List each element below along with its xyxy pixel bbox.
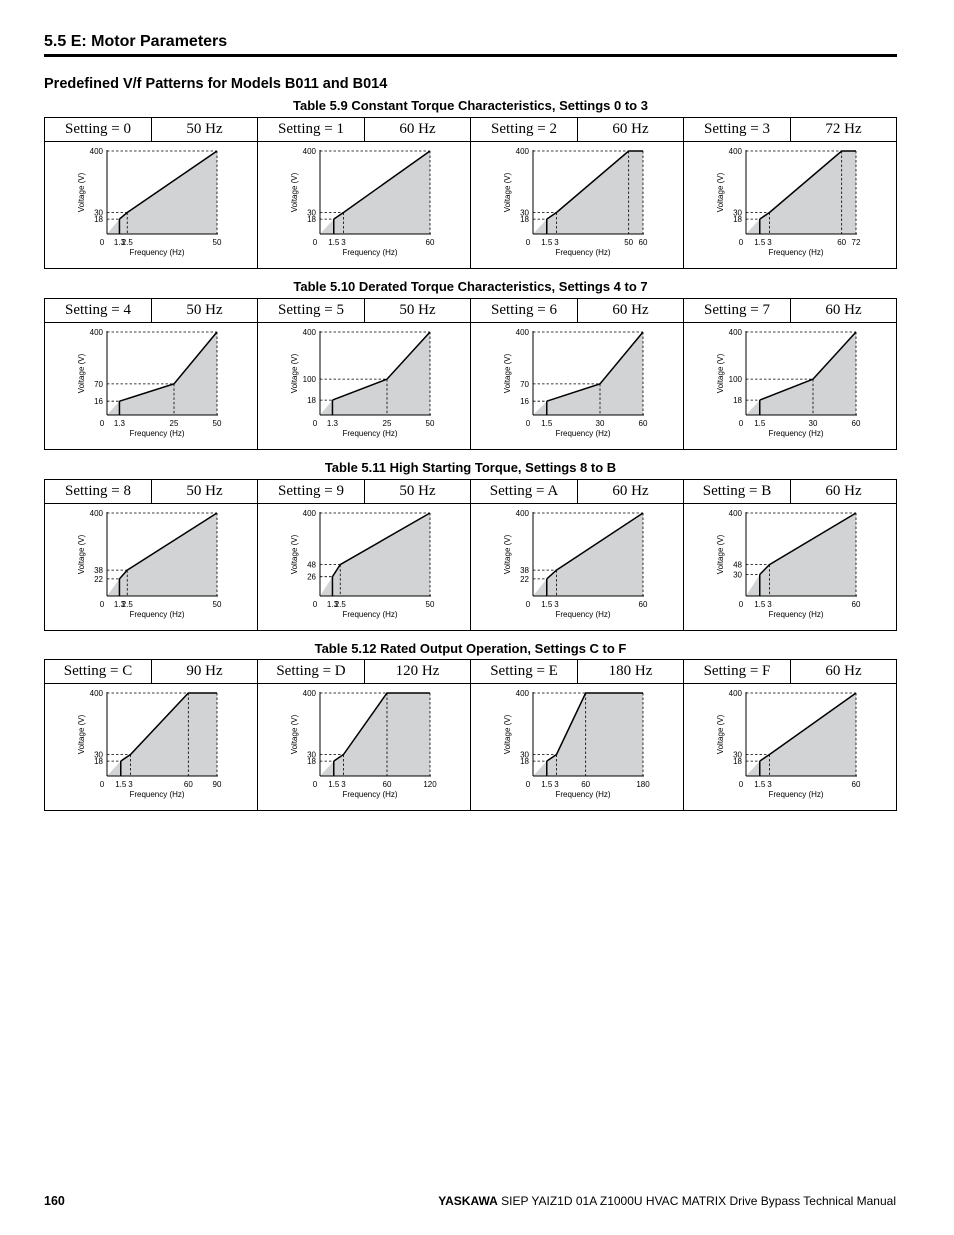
x-axis-label: Frequency (Hz) [555,429,611,438]
y-tick-label: 400 [89,328,103,337]
table-caption-5-10: Table 5.10 Derated Torque Characteristics, Settings 4 to 7 [293,279,648,294]
y-axis-label: Voltage (V) [290,353,299,394]
setting-label: Setting = F [684,660,791,683]
graph-cell [470,142,683,268]
x-tick-label: 1.5 [754,780,766,789]
x-tick-label: 1.3 [326,600,339,609]
table-header-row [45,660,896,684]
vf-graph-setting-d [258,684,470,810]
graph-cell [470,684,683,810]
y-tick-label: 48 [733,560,742,570]
vf-area [533,151,643,234]
x-tick-label: 3 [554,238,559,247]
y-tick-label: 30 [94,208,103,218]
header-cell [257,660,470,683]
x-tick-label: 60 [851,780,861,789]
y-axis-label: Voltage (V) [77,534,86,575]
x-tick-label: 0 [525,238,531,247]
y-tick-label: 18 [94,215,103,225]
x-tick-label: 60 [425,238,435,247]
frequency-label: 60 Hz [825,483,862,499]
y-tick-label: 18 [94,757,103,767]
frequency-label: 50 Hz [399,302,436,318]
setting-label: Setting = C [45,660,152,683]
frequency-label: 120 Hz [395,663,440,679]
x-tick-label: 0 [99,600,105,609]
x-tick-label: 2.5 [334,600,346,609]
x-tick-label: 2.5 [121,600,133,609]
vf-graph-setting-4 [45,323,257,449]
vf-graph-setting-7 [684,323,896,449]
header-cell [257,118,470,141]
vf-area [320,513,430,596]
header-cell [257,299,470,322]
setting-label: Setting = 8 [45,480,152,503]
header-cell [470,299,683,322]
x-tick-label: 30 [808,419,818,428]
frequency-label: 50 Hz [186,483,223,499]
frequency-label: 72 Hz [825,121,862,137]
x-axis-label: Frequency (Hz) [342,790,398,799]
x-axis-label: Frequency (Hz) [342,429,398,438]
table-5-10 [44,298,897,450]
graph-row [45,684,896,810]
graph-cell [683,684,896,810]
vf-area [533,332,643,415]
x-axis-label: Frequency (Hz) [768,248,824,257]
x-tick-label: 3 [767,238,772,247]
y-axis-label: Voltage (V) [503,172,512,213]
frequency-label: 50 Hz [186,121,223,137]
y-tick-label: 22 [520,574,529,584]
vf-graph-setting-c [45,684,257,810]
x-tick-label: 60 [382,780,392,789]
y-tick-label: 400 [728,147,742,156]
vf-area [533,693,643,776]
header-cell [683,118,896,141]
x-tick-label: 3 [128,780,133,789]
x-axis-label: Frequency (Hz) [555,248,611,257]
y-tick-label: 30 [307,208,316,218]
vf-graph-setting-a [471,504,683,630]
vf-graph-setting-2 [471,142,683,268]
y-tick-label: 18 [733,396,742,406]
x-tick-label: 2.5 [121,238,133,247]
vf-graph-setting-6 [471,323,683,449]
y-tick-label: 400 [728,689,742,698]
y-tick-label: 18 [307,396,316,406]
y-tick-label: 30 [733,570,742,580]
y-tick-label: 30 [733,208,742,218]
setting-label: Setting = 1 [258,118,365,141]
x-tick-label: 1.5 [754,419,766,428]
x-tick-label: 0 [312,238,318,247]
page-number: 160 [44,1194,65,1208]
frequency-label: 60 Hz [825,302,862,318]
graph-cell [683,323,896,449]
x-tick-label: 0 [99,238,105,247]
table-caption-5-12: Table 5.12 Rated Output Operation, Settings C to F [314,641,627,656]
y-axis-label: Voltage (V) [290,534,299,575]
frequency-label: 50 Hz [186,302,223,318]
table-caption-5-9: Table 5.9 Constant Torque Characteristics, Settings 0 to 3 [293,98,648,113]
vf-area [746,151,856,234]
x-tick-label: 0 [525,780,531,789]
frequency-label: 60 Hz [825,663,862,679]
header-cell [470,480,683,503]
frequency-label: 60 Hz [612,302,649,318]
graph-cell [470,504,683,630]
graph-cell [257,323,470,449]
x-axis-label: Frequency (Hz) [555,610,611,619]
x-tick-label: 60 [581,780,591,789]
brand-name: YASKAWA [438,1194,498,1208]
graph-cell [45,504,257,630]
x-tick-label: 3 [341,238,346,247]
x-tick-label: 1.3 [113,419,126,428]
x-tick-label: 0 [99,419,105,428]
table-5-11 [44,479,897,631]
y-tick-label: 400 [515,147,529,156]
y-tick-label: 400 [89,147,103,156]
header-cell [683,660,896,683]
x-tick-label: 50 [212,419,222,428]
footer-doc-title [438,1194,896,1208]
setting-label: Setting = 5 [258,299,365,322]
y-tick-label: 38 [520,566,529,576]
vf-graph-setting-f [684,684,896,810]
section-rule [44,54,897,57]
graph-cell [257,142,470,268]
y-axis-label: Voltage (V) [716,714,725,755]
table-5-9 [44,117,897,269]
vf-graph-setting-e [471,684,683,810]
x-axis-label: Frequency (Hz) [555,790,611,799]
x-tick-label: 0 [525,600,531,609]
y-axis-label: Voltage (V) [716,172,725,213]
vf-area [320,332,430,415]
y-tick-label: 18 [307,757,316,767]
x-tick-label: 60 [837,238,847,247]
subtitle: Predefined V/f Patterns for Models B011 and B014 [44,76,388,92]
y-tick-label: 16 [520,397,529,407]
x-tick-label: 0 [312,419,318,428]
setting-label: Setting = 6 [471,299,578,322]
table-header-row [45,480,896,504]
x-tick-label: 50 [212,600,222,609]
y-axis-label: Voltage (V) [290,172,299,213]
graph-cell [45,142,257,268]
x-tick-label: 25 [382,419,392,428]
header-cell [45,299,257,322]
graph-cell [683,504,896,630]
x-tick-label: 1.5 [541,780,553,789]
graph-row [45,504,896,630]
x-tick-label: 1.5 [541,238,553,247]
x-axis-label: Frequency (Hz) [768,790,824,799]
x-tick-label: 1.5 [115,780,127,789]
x-tick-label: 50 [212,238,222,247]
header-cell [683,299,896,322]
frequency-label: 60 Hz [612,121,649,137]
setting-label: Setting = B [684,480,791,503]
x-tick-label: 1.3 [113,238,126,247]
x-tick-label: 0 [312,780,318,789]
y-tick-label: 18 [733,757,742,767]
y-axis-label: Voltage (V) [290,714,299,755]
y-tick-label: 30 [733,750,742,760]
x-tick-label: 1.5 [328,780,340,789]
x-tick-label: 90 [212,780,222,789]
y-tick-label: 400 [302,147,316,156]
header-cell [45,480,257,503]
x-tick-label: 1.3 [326,419,339,428]
y-tick-label: 16 [94,397,103,407]
y-axis-label: Voltage (V) [77,714,86,755]
y-tick-label: 38 [94,566,103,576]
graph-cell [257,684,470,810]
x-tick-label: 1.5 [328,238,340,247]
setting-label: Setting = 4 [45,299,152,322]
vf-graph-setting-8 [45,504,257,630]
x-axis-label: Frequency (Hz) [342,248,398,257]
setting-label: Setting = D [258,660,365,683]
graph-cell [470,323,683,449]
vf-graph-setting-0 [45,142,257,268]
y-tick-label: 26 [307,572,316,582]
x-axis-label: Frequency (Hz) [342,610,398,619]
x-tick-label: 25 [169,419,179,428]
setting-label: Setting = E [471,660,578,683]
header-cell [470,118,683,141]
graph-row [45,323,896,449]
setting-label: Setting = 0 [45,118,152,141]
vf-area [107,332,217,415]
x-tick-label: 60 [638,238,648,247]
graph-row [45,142,896,268]
vf-graph-setting-b [684,504,896,630]
y-tick-label: 18 [307,215,316,225]
setting-label: Setting = 2 [471,118,578,141]
x-tick-label: 0 [738,780,744,789]
y-tick-label: 30 [307,750,316,760]
header-cell [257,480,470,503]
y-tick-label: 400 [515,328,529,337]
x-tick-label: 0 [99,780,105,789]
x-tick-label: 0 [738,419,744,428]
y-tick-label: 70 [520,379,529,389]
header-cell [45,660,257,683]
x-tick-label: 3 [767,780,772,789]
x-tick-label: 3 [767,600,772,609]
x-axis-label: Frequency (Hz) [768,429,824,438]
y-tick-label: 22 [94,574,103,584]
vf-graph-setting-9 [258,504,470,630]
y-tick-label: 30 [520,208,529,218]
y-tick-label: 400 [302,328,316,337]
y-tick-label: 400 [728,328,742,337]
y-tick-label: 70 [94,379,103,389]
vf-area [533,513,643,596]
x-tick-label: 50 [624,238,634,247]
y-axis-label: Voltage (V) [503,714,512,755]
x-axis-label: Frequency (Hz) [768,610,824,619]
graph-cell [683,142,896,268]
y-tick-label: 400 [515,509,529,518]
x-tick-label: 72 [851,238,861,247]
y-tick-label: 100 [302,375,316,385]
x-tick-label: 60 [638,600,648,609]
x-axis-label: Frequency (Hz) [129,248,185,257]
table-5-12 [44,659,897,811]
x-tick-label: 50 [425,419,435,428]
x-tick-label: 1.5 [541,600,553,609]
x-tick-label: 60 [183,780,193,789]
graph-cell [45,684,257,810]
x-tick-label: 1.3 [113,600,126,609]
frequency-label: 180 Hz [608,663,653,679]
x-tick-label: 50 [425,600,435,609]
frequency-label: 50 Hz [399,483,436,499]
vf-area [320,693,430,776]
x-axis-label: Frequency (Hz) [129,610,185,619]
x-tick-label: 120 [423,780,437,789]
vf-area [746,332,856,415]
y-tick-label: 30 [94,750,103,760]
y-axis-label: Voltage (V) [503,534,512,575]
x-tick-label: 180 [636,780,650,789]
x-tick-label: 3 [341,780,346,789]
frequency-label: 60 Hz [612,483,649,499]
setting-label: Setting = A [471,480,578,503]
x-tick-label: 1.5 [541,419,553,428]
y-axis-label: Voltage (V) [716,353,725,394]
y-tick-label: 100 [728,375,742,385]
vf-area [107,513,217,596]
section-title: 5.5 E: Motor Parameters [44,33,228,50]
y-axis-label: Voltage (V) [716,534,725,575]
x-tick-label: 1.5 [754,238,766,247]
y-tick-label: 18 [520,215,529,225]
x-axis-label: Frequency (Hz) [129,790,185,799]
vf-graph-setting-3 [684,142,896,268]
frequency-label: 90 Hz [186,663,223,679]
x-tick-label: 30 [595,419,605,428]
y-tick-label: 400 [89,689,103,698]
x-tick-label: 0 [525,419,531,428]
graph-cell [257,504,470,630]
graph-cell [45,323,257,449]
x-tick-label: 60 [638,419,648,428]
vf-area [107,693,217,776]
x-axis-label: Frequency (Hz) [129,429,185,438]
frequency-label: 60 Hz [399,121,436,137]
x-tick-label: 3 [554,600,559,609]
table-header-row [45,118,896,142]
header-cell [45,118,257,141]
x-tick-label: 0 [738,600,744,609]
setting-label: Setting = 7 [684,299,791,322]
vf-area [107,151,217,234]
y-tick-label: 400 [302,689,316,698]
y-tick-label: 18 [520,757,529,767]
x-tick-label: 60 [851,600,861,609]
header-cell [470,660,683,683]
y-tick-label: 400 [515,689,529,698]
y-tick-label: 400 [302,509,316,518]
manual-title: SIEP YAIZ1D 01A Z1000U HVAC MATRIX Drive Bypass Technical Manual [501,1194,896,1208]
vf-graph-setting-5 [258,323,470,449]
y-axis-label: Voltage (V) [77,172,86,213]
y-tick-label: 400 [89,509,103,518]
table-header-row [45,299,896,323]
y-tick-label: 30 [520,750,529,760]
x-tick-label: 60 [851,419,861,428]
vf-area [746,513,856,596]
y-tick-label: 400 [728,509,742,518]
x-tick-label: 0 [312,600,318,609]
vf-graph-setting-1 [258,142,470,268]
header-cell [683,480,896,503]
y-axis-label: Voltage (V) [77,353,86,394]
y-axis-label: Voltage (V) [503,353,512,394]
y-tick-label: 48 [307,560,316,570]
table-caption-5-11: Table 5.11 High Starting Torque, Settings 8 to B [324,460,617,475]
x-tick-label: 0 [738,238,744,247]
x-tick-label: 1.5 [754,600,766,609]
setting-label: Setting = 9 [258,480,365,503]
x-tick-label: 3 [554,780,559,789]
setting-label: Setting = 3 [684,118,791,141]
y-tick-label: 18 [733,215,742,225]
